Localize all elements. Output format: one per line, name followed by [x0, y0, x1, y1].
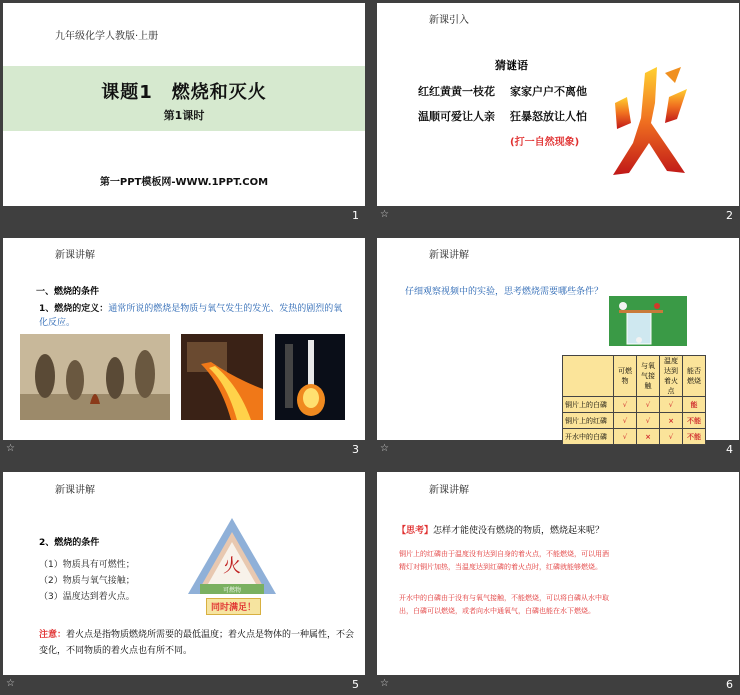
table-row — [563, 397, 706, 413]
slide-2[interactable] — [377, 3, 739, 206]
section-title: 一、燃烧的条件 — [36, 287, 100, 297]
row-label: 铜片上的红磷 — [563, 413, 614, 429]
table-corner — [563, 356, 614, 397]
table-cell: √ — [614, 413, 637, 429]
table-cell: 能 — [683, 397, 706, 413]
star-icon: ☆ — [380, 443, 389, 454]
riddle-hint: (打一自然现象) — [510, 137, 580, 148]
definition-label: 1、燃烧的定义： — [39, 304, 109, 314]
table-row — [563, 413, 706, 429]
star-icon: ☆ — [380, 209, 389, 220]
site-label: 第一PPT模板网-WWW.1PPT.COM — [99, 177, 269, 188]
riddle-line: 红红黄黄一枝花 — [418, 85, 495, 98]
slide-header: 新课讲解 — [429, 485, 469, 496]
slide-title: 课题1 燃烧和灭火 — [101, 82, 267, 103]
slide-number: 2 — [726, 209, 733, 222]
slide-5[interactable] — [3, 472, 365, 675]
conditions-table — [562, 355, 706, 445]
campfire-drawing-image — [20, 334, 170, 420]
lesson-label: 第1课时 — [163, 109, 205, 122]
condition-item: （1）物质具有可燃性； — [39, 560, 135, 570]
slide-3[interactable] — [3, 238, 365, 440]
explanation-paragraph: 铜片上的红磷由于温度没有达到自身的着火点，不能燃烧，可以用酒精灯对铜片加热，当温度达到红磷的着火点时，红磷就能够燃烧。 — [399, 550, 609, 571]
think-prompt — [397, 523, 604, 536]
slide-footer-4 — [377, 440, 739, 460]
condition-item: （3）温度达到着火点。 — [39, 592, 135, 602]
slide-header: 新课引入 — [429, 15, 469, 26]
slide-footer-3 — [3, 440, 365, 460]
note-label: 注意： — [39, 630, 67, 640]
riddle-line: 狂暴怒放让人怕 — [510, 110, 587, 123]
star-icon: ☆ — [6, 678, 15, 689]
grade-label: 九年级化学人教版·上册 — [55, 31, 159, 42]
table-cell: √ — [614, 397, 637, 413]
fire-character-icon — [605, 63, 695, 178]
definition-text: 通常所说的燃烧是物质与氧气发生的发光、发热的剧烈的氧化反应。 — [39, 304, 343, 328]
row-label: 铜片上的白磷 — [563, 397, 614, 413]
star-icon: ☆ — [6, 443, 15, 454]
table-header: 与氧气接触 — [637, 356, 660, 397]
definition — [39, 302, 349, 330]
star-icon: ☆ — [380, 678, 389, 689]
riddle-title: 猜谜语 — [495, 59, 528, 72]
table-cell: √ — [660, 397, 683, 413]
slide-footer-2 — [377, 206, 739, 226]
slide-header: 新课讲解 — [55, 250, 95, 261]
simultaneous-badge: 同时满足！ — [206, 598, 261, 615]
slide-footer-5 — [3, 675, 365, 695]
think-label: 【思考】 — [397, 526, 434, 536]
slide-header: 新课讲解 — [429, 250, 469, 261]
table-cell: × — [637, 429, 660, 445]
think-text: 怎样才能使没有燃烧的物质，燃烧起来呢？ — [433, 526, 605, 536]
rocket-launch-image — [275, 334, 345, 420]
table-cell: 不能 — [683, 413, 706, 429]
table-header: 温度达到着火点 — [660, 356, 683, 397]
slide-4[interactable] — [377, 238, 739, 440]
slide-header: 新课讲解 — [55, 485, 95, 496]
table-cell: 不能 — [683, 429, 706, 445]
slide-number: 6 — [726, 678, 733, 691]
explanation-paragraph: 开水中的白磷由于没有与氧气接触，不能燃烧，可以将白磷从水中取出，白磷可以燃烧，或者向水中通氧气，白磷也能在水下燃烧。 — [399, 594, 609, 615]
table-cell: × — [660, 413, 683, 429]
note — [39, 627, 359, 659]
table-cell: √ — [660, 429, 683, 445]
slide-number: 4 — [726, 443, 733, 456]
table-header: 可燃物 — [614, 356, 637, 397]
section-title: 2、燃烧的条件 — [39, 538, 100, 548]
slide-6[interactable] — [377, 472, 739, 675]
table-cell: √ — [637, 397, 660, 413]
riddle-line: 温顺可爱让人亲 — [418, 110, 495, 123]
triangle-bottom-label: 可燃物 — [222, 587, 242, 594]
slide-number: 3 — [352, 443, 359, 456]
slide-1[interactable] — [3, 3, 365, 206]
slide-footer-6 — [377, 675, 739, 695]
slide-number: 5 — [352, 678, 359, 691]
experiment-diagram — [609, 296, 687, 346]
row-label: 开水中的白磷 — [563, 429, 614, 445]
molten-steel-image — [181, 334, 263, 420]
condition-item: （2）物质与氧气接触； — [39, 576, 135, 586]
table-cell: √ — [637, 413, 660, 429]
note-text: 着火点是指物质燃烧所需要的最低温度；着火点是物体的一种属性，不会变化，不同物质的着火点也有所不同。 — [39, 630, 355, 656]
table-cell: √ — [614, 429, 637, 445]
table-header: 能否燃烧 — [683, 356, 706, 397]
riddle-line: 家家户户不离他 — [510, 85, 587, 98]
question: 仔细观察视频中的实验，思考燃烧需要哪些条件？ — [405, 287, 604, 297]
triangle-fire-char: 火 — [223, 556, 241, 577]
fire-triangle-icon — [186, 516, 278, 596]
slide-number: 1 — [352, 209, 359, 222]
slide-footer-1 — [3, 206, 365, 226]
